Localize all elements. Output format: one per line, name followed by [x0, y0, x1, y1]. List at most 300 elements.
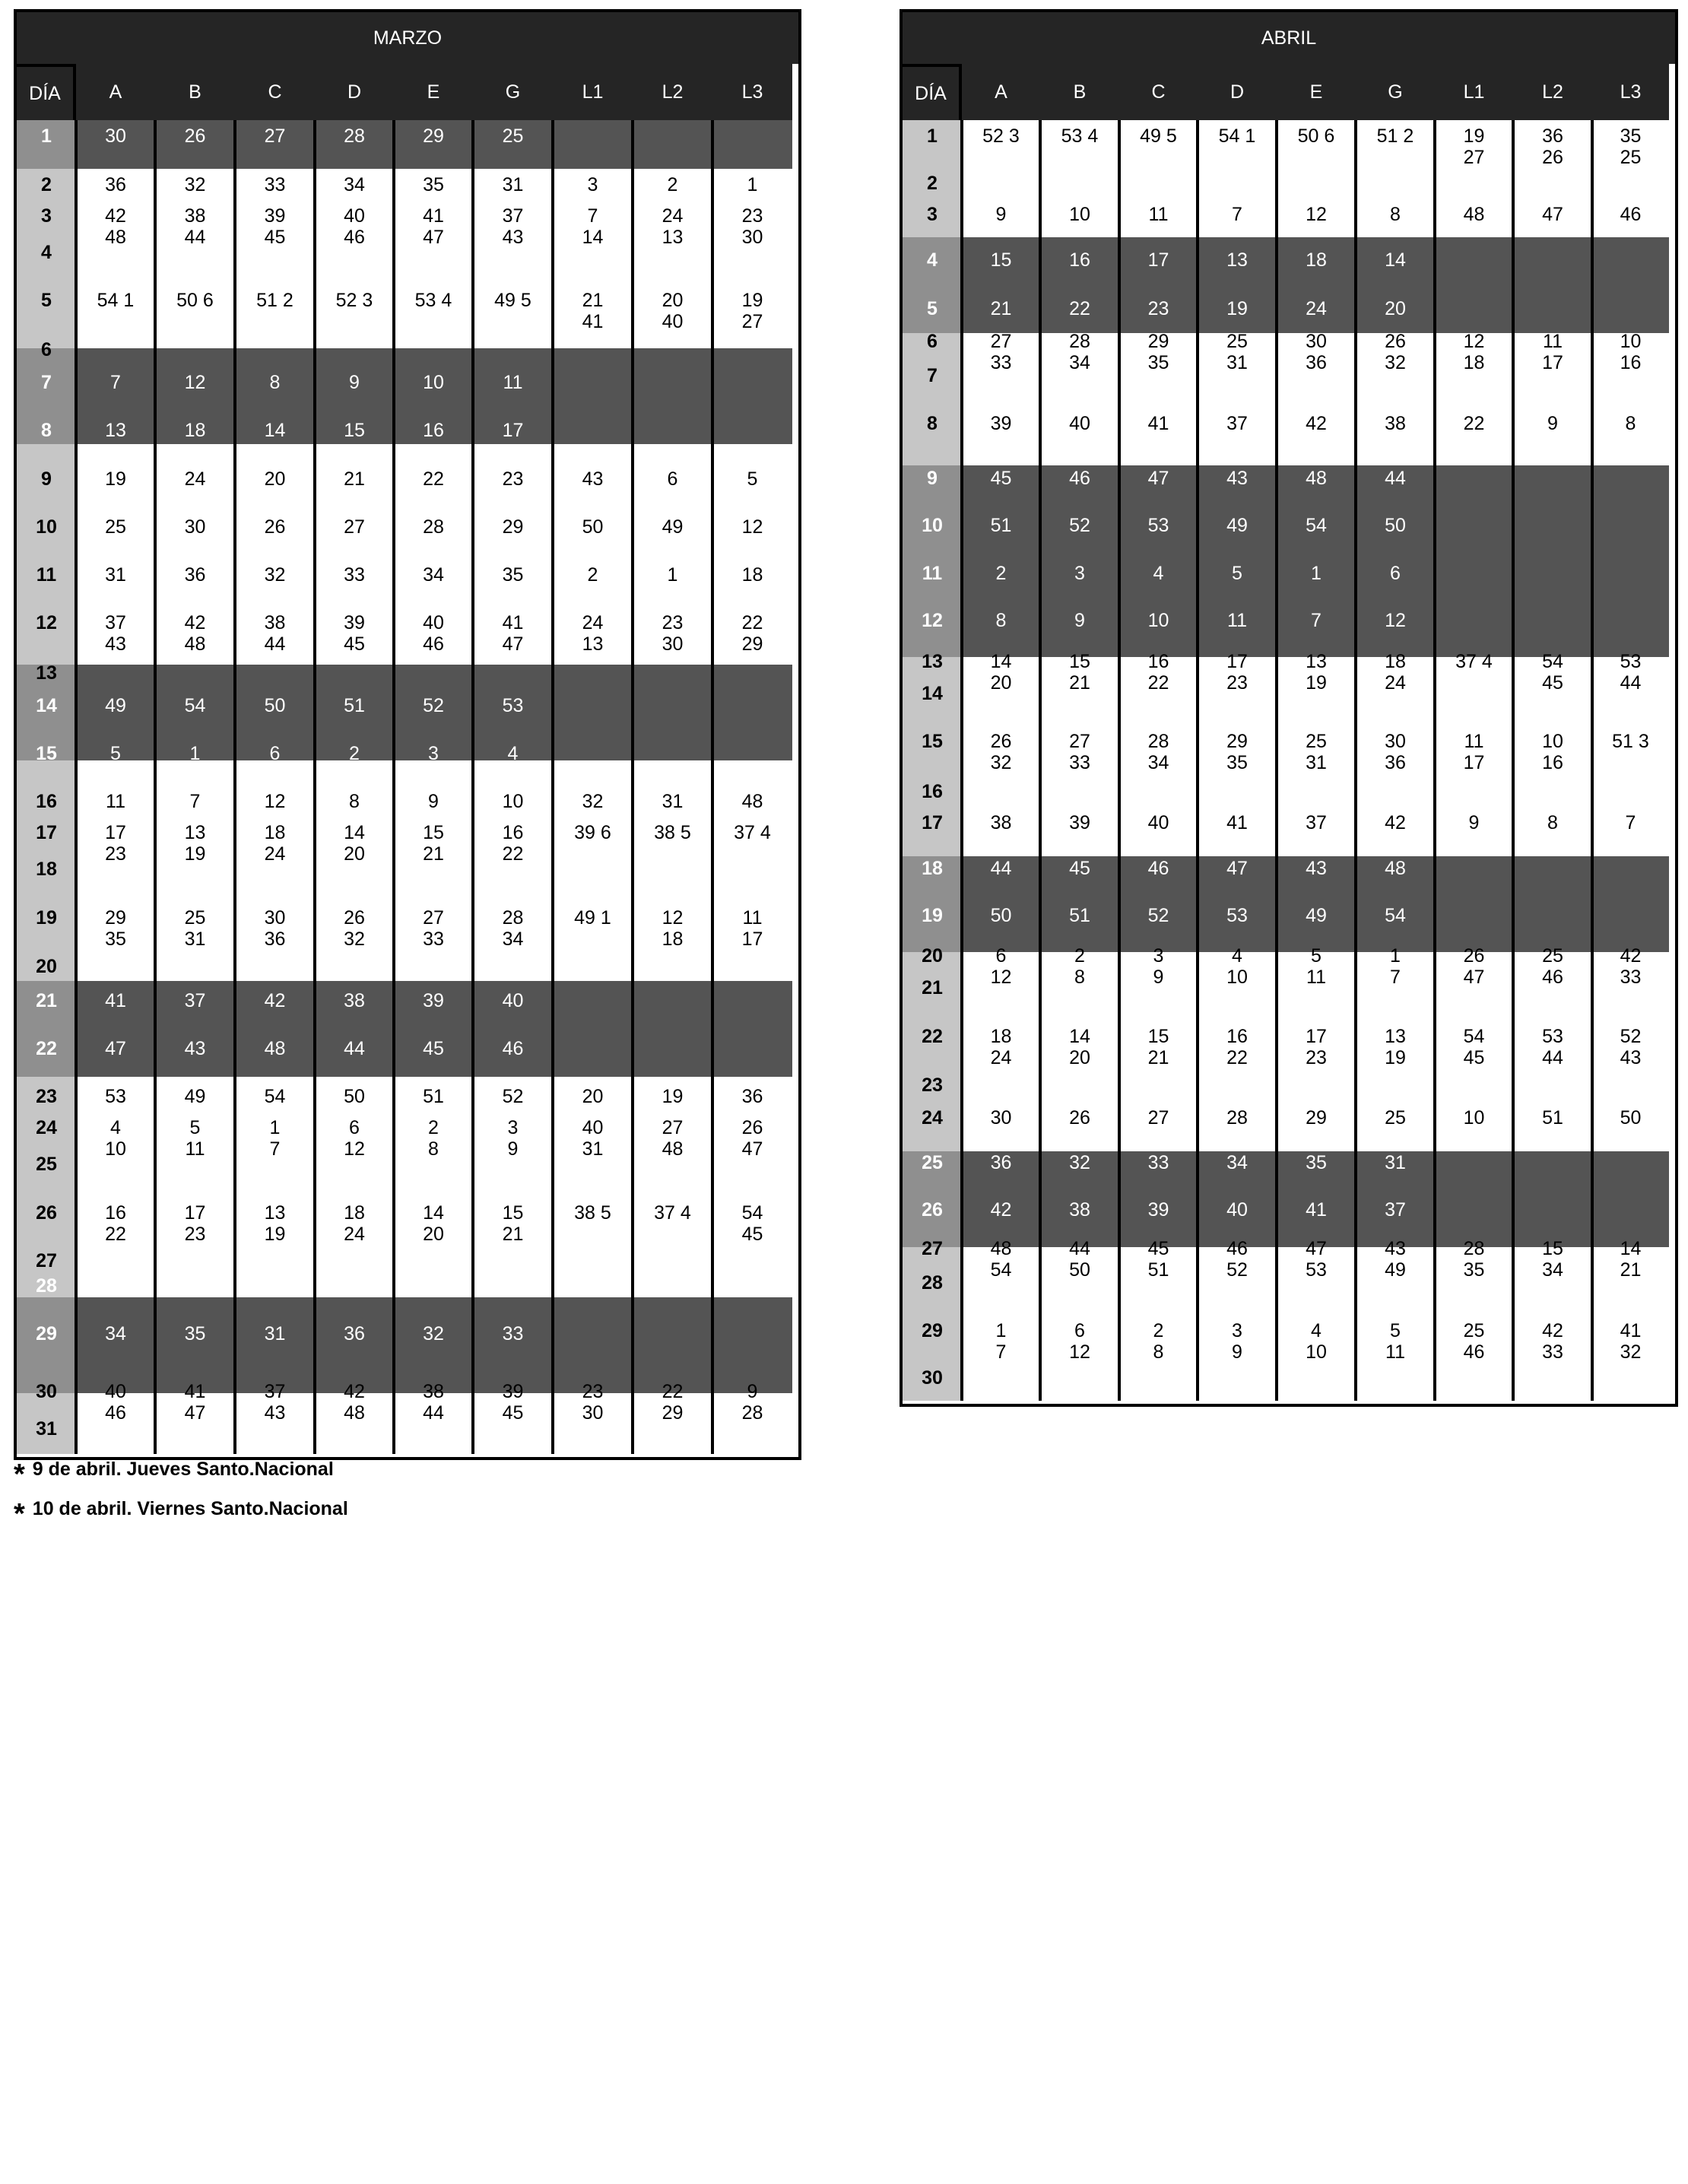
schedule-cell: 36 — [105, 174, 126, 195]
day-number: 8 — [927, 413, 938, 434]
schedule-cell: 14 20 — [1069, 1026, 1090, 1068]
holiday-cell: 13 — [105, 420, 126, 441]
schedule-cell: 29 — [1306, 1107, 1327, 1129]
day-number: 5 — [41, 290, 52, 311]
holiday-cell: 37 — [184, 990, 206, 1011]
schedule-cell: 3 9 — [507, 1117, 519, 1160]
schedule-cell: 2 — [587, 564, 598, 586]
day-number: 11 — [922, 563, 943, 584]
day-number: 4 — [927, 249, 938, 271]
column-divider — [233, 120, 236, 1454]
column-header-l1: L1 — [553, 64, 633, 120]
day-number: 5 — [927, 298, 938, 319]
schedule-cell: 18 24 — [344, 1202, 365, 1245]
day-number: 27 — [922, 1238, 943, 1259]
schedule-cell: 26 — [264, 516, 286, 538]
schedule-cell: 5 11 — [1306, 945, 1326, 988]
schedule-cell: 1 — [667, 564, 678, 586]
day-number: 3 — [41, 205, 52, 227]
holiday-cell: 48 — [1306, 468, 1327, 489]
holiday-band — [17, 1297, 792, 1393]
schedule-cell: 42 — [1385, 812, 1406, 833]
holiday-cell: 52 — [1147, 905, 1169, 926]
holiday-cell: 48 — [1385, 858, 1406, 879]
holiday-cell: 46 — [1147, 858, 1169, 879]
holiday-cell: 2 — [349, 743, 360, 764]
month-title: MARZO — [17, 12, 798, 64]
schedule-cell: 21 — [344, 468, 365, 490]
schedule-cell: 16 22 — [1226, 1026, 1248, 1068]
schedule-cell: 42 33 — [1620, 945, 1642, 988]
holiday-note-text: 9 de abril. Jueves Santo.Nacional — [32, 1459, 334, 1480]
schedule-cell: 36 — [741, 1086, 763, 1107]
schedule-cell: 28 — [344, 125, 365, 147]
day-number: 7 — [41, 372, 52, 393]
schedule-cell: 26 47 — [741, 1117, 763, 1160]
schedule-cell: 34 — [423, 564, 444, 586]
holiday-cell: 32 — [423, 1323, 444, 1344]
schedule-cell: 50 — [582, 516, 604, 538]
holiday-cell: 33 — [502, 1323, 524, 1344]
schedule-cell: 8 — [1390, 204, 1401, 225]
holiday-cell: 33 — [1147, 1152, 1169, 1173]
holiday-cell: 8 — [995, 610, 1007, 631]
day-number: 6 — [927, 331, 938, 352]
holiday-cell: 16 — [423, 420, 444, 441]
asterisk-icon: * — [14, 1498, 25, 1530]
column-header-d: D — [315, 64, 394, 120]
schedule-cell: 24 13 — [662, 205, 684, 248]
schedule-cell: 16 22 — [502, 822, 524, 865]
schedule-cell: 15 21 — [502, 1202, 524, 1245]
schedule-cell: 23 30 — [662, 612, 684, 655]
day-number: 12 — [922, 610, 943, 631]
schedule-cell: 53 44 — [1620, 651, 1642, 694]
schedule-cell: 15 21 — [1147, 1026, 1169, 1068]
schedule-cell: 50 6 — [176, 290, 214, 311]
schedule-cell: 14 20 — [990, 651, 1012, 694]
holiday-cell: 1 — [1311, 563, 1322, 584]
schedule-cell: 39 45 — [264, 205, 286, 248]
schedule-cell: 22 — [423, 468, 444, 490]
schedule-cell: 36 26 — [1542, 125, 1563, 168]
schedule-cell: 54 — [264, 1086, 286, 1107]
schedule-cell: 39 6 — [574, 822, 611, 843]
schedule-cell: 3 9 — [1232, 1320, 1242, 1363]
schedule-cell: 40 — [1147, 812, 1169, 833]
schedule-cell: 37 4 — [654, 1202, 691, 1224]
day-number: 17 — [36, 822, 57, 843]
schedule-cell: 11 17 — [1542, 331, 1563, 373]
holiday-cell: 20 — [1385, 298, 1406, 319]
holiday-cell: 22 — [1069, 298, 1090, 319]
schedule-cell: 39 — [1069, 812, 1090, 833]
holiday-cell: 35 — [1306, 1152, 1327, 1173]
holiday-cell: 5 — [1232, 563, 1242, 584]
schedule-cell: 33 — [344, 564, 365, 586]
holiday-cell: 19 — [1226, 298, 1248, 319]
day-number: 9 — [41, 468, 52, 490]
holiday-cell: 53 — [1226, 905, 1248, 926]
holiday-cell: 44 — [990, 858, 1012, 879]
holiday-cell: 46 — [502, 1038, 524, 1059]
holiday-cell: 17 — [1147, 249, 1169, 271]
holiday-cell: 49 — [105, 695, 126, 716]
day-number: 1 — [927, 125, 938, 147]
day-number: 29 — [36, 1323, 57, 1344]
column-divider — [313, 120, 316, 1454]
schedule-cell: 28 35 — [1463, 1238, 1485, 1281]
column-header-e: E — [1277, 64, 1356, 120]
holiday-cell: 15 — [990, 249, 1012, 271]
holiday-note-text: 10 de abril. Viernes Santo.Nacional — [32, 1498, 348, 1519]
schedule-cell: 47 53 — [1306, 1238, 1327, 1281]
holiday-cell: 45 — [990, 468, 1012, 489]
day-number: 28 — [36, 1275, 57, 1297]
column-header-l1: L1 — [1435, 64, 1513, 120]
holiday-cell: 2 — [995, 563, 1007, 584]
schedule-cell: 18 24 — [990, 1026, 1012, 1068]
holiday-cell: 6 — [1390, 563, 1401, 584]
schedule-cell: 22 29 — [741, 612, 763, 655]
holiday-cell: 54 — [1385, 905, 1406, 926]
schedule-cell: 1 7 — [995, 1320, 1007, 1363]
schedule-cell: 43 — [582, 468, 604, 490]
day-number: 10 — [922, 515, 943, 536]
schedule-cell: 30 36 — [1306, 331, 1327, 373]
schedule-cell: 27 33 — [1069, 731, 1090, 773]
schedule-cell: 6 12 — [1069, 1320, 1090, 1363]
schedule-cell: 49 5 — [494, 290, 531, 311]
day-number: 10 — [36, 516, 57, 538]
schedule-cell: 37 43 — [264, 1381, 286, 1424]
schedule-cell: 4 10 — [1226, 945, 1248, 988]
month-title: ABRIL — [903, 12, 1675, 64]
schedule-cell: 42 48 — [184, 612, 206, 655]
schedule-cell: 29 35 — [105, 907, 126, 950]
schedule-cell: 49 5 — [1140, 125, 1177, 147]
day-number: 16 — [922, 781, 943, 802]
schedule-cell: 40 46 — [344, 205, 365, 248]
holiday-cell: 47 — [105, 1038, 126, 1059]
schedule-cell: 8 — [1547, 812, 1558, 833]
day-number: 26 — [36, 1202, 57, 1224]
holiday-cell: 9 — [1074, 610, 1085, 631]
holiday-cell: 50 — [264, 695, 286, 716]
schedule-cell: 30 36 — [1385, 731, 1406, 773]
day-number: 3 — [927, 204, 938, 225]
schedule-cell: 18 — [741, 564, 763, 586]
schedule-cell: 53 4 — [1061, 125, 1099, 147]
schedule-cell: 33 — [264, 174, 286, 195]
schedule-cell: 53 — [105, 1086, 126, 1107]
schedule-cell: 10 16 — [1542, 731, 1563, 773]
march-schedule-table — [14, 9, 801, 1460]
schedule-cell: 26 32 — [990, 731, 1012, 773]
schedule-cell: 2 8 — [1153, 1320, 1164, 1363]
schedule-cell: 9 — [995, 204, 1007, 225]
schedule-cell: 14 20 — [423, 1202, 444, 1245]
schedule-cell: 42 48 — [344, 1381, 365, 1424]
holiday-cell: 47 — [1147, 468, 1169, 489]
column-header-b: B — [1040, 64, 1119, 120]
day-number: 4 — [41, 242, 52, 263]
schedule-cell: 24 13 — [582, 612, 604, 655]
schedule-cell: 6 12 — [344, 1117, 365, 1160]
schedule-cell: 19 — [662, 1086, 684, 1107]
holiday-cell: 49 — [1306, 905, 1327, 926]
column-divider — [471, 120, 474, 1454]
day-number: 23 — [36, 1086, 57, 1107]
schedule-cell: 27 48 — [662, 1117, 684, 1160]
holiday-cell: 38 — [344, 990, 365, 1011]
holiday-cell: 32 — [1069, 1152, 1090, 1173]
schedule-cell: 46 — [1620, 204, 1642, 225]
day-number: 29 — [922, 1320, 943, 1341]
day-number: 17 — [922, 812, 943, 833]
day-number: 14 — [36, 695, 57, 716]
schedule-cell: 4 10 — [1306, 1320, 1327, 1363]
schedule-cell: 13 19 — [184, 822, 206, 865]
holiday-cell: 44 — [1385, 468, 1406, 489]
schedule-cell: 14 21 — [1620, 1238, 1642, 1281]
schedule-cell: 40 46 — [423, 612, 444, 655]
holiday-cell: 42 — [264, 990, 286, 1011]
holiday-cell: 38 — [1069, 1199, 1090, 1221]
april-schedule-table — [900, 9, 1678, 1407]
holiday-note — [14, 1459, 334, 1491]
holiday-cell: 51 — [344, 695, 365, 716]
workday-band — [17, 1077, 792, 1297]
schedule-cell: 52 3 — [982, 125, 1020, 147]
schedule-cell: 40 — [1069, 413, 1090, 434]
schedule-cell: 9 — [1468, 812, 1480, 833]
schedule-cell: 19 27 — [1463, 125, 1485, 168]
holiday-cell: 18 — [184, 420, 206, 441]
schedule-cell: 39 45 — [502, 1381, 524, 1424]
schedule-cell: 4 10 — [105, 1117, 126, 1160]
schedule-cell: 12 — [1306, 204, 1327, 225]
schedule-cell: 20 40 — [662, 290, 684, 332]
schedule-cell: 27 — [344, 516, 365, 538]
schedule-cell: 26 — [1069, 1107, 1090, 1129]
holiday-cell: 45 — [423, 1038, 444, 1059]
day-number: 11 — [36, 564, 57, 586]
holiday-cell: 12 — [1385, 610, 1406, 631]
schedule-cell: 35 25 — [1620, 125, 1642, 168]
column-header-e: E — [394, 64, 473, 120]
column-header-l2: L2 — [633, 64, 712, 120]
schedule-cell: 18 24 — [1385, 651, 1406, 694]
schedule-cell: 24 — [184, 468, 206, 490]
schedule-cell: 7 — [1232, 204, 1242, 225]
schedule-cell: 38 — [990, 812, 1012, 833]
day-number: 28 — [922, 1272, 943, 1294]
schedule-cell: 5 — [747, 468, 758, 490]
schedule-cell: 48 — [741, 791, 763, 812]
schedule-cell: 51 — [423, 1086, 444, 1107]
day-number: 2 — [927, 173, 938, 194]
column-header-l3: L3 — [1592, 64, 1669, 120]
schedule-cell: 47 — [1542, 204, 1563, 225]
holiday-cell: 13 — [1226, 249, 1248, 271]
holiday-note — [14, 1498, 348, 1531]
holiday-cell: 53 — [502, 695, 524, 716]
day-number: 24 — [36, 1117, 57, 1138]
schedule-cell: 31 — [502, 174, 524, 195]
schedule-cell: 35 — [502, 564, 524, 586]
holiday-cell: 12 — [184, 372, 206, 393]
schedule-cell: 37 43 — [502, 205, 524, 248]
holiday-cell: 4 — [507, 743, 519, 764]
schedule-cell: 30 36 — [264, 907, 286, 950]
day-number: 18 — [36, 859, 57, 880]
schedule-cell: 28 34 — [1069, 331, 1090, 373]
schedule-cell: 39 45 — [344, 612, 365, 655]
schedule-cell: 51 2 — [1376, 125, 1414, 147]
column-header-l3: L3 — [712, 64, 792, 120]
schedule-cell: 37 4 — [734, 822, 771, 843]
schedule-cell: 30 — [105, 125, 126, 147]
day-number: 19 — [922, 905, 943, 926]
schedule-cell: 50 — [344, 1086, 365, 1107]
schedule-cell: 36 — [184, 564, 206, 586]
holiday-cell: 1 — [189, 743, 201, 764]
schedule-cell: 29 35 — [1226, 731, 1248, 773]
day-number: 13 — [36, 662, 57, 684]
day-number: 9 — [927, 468, 938, 489]
day-number: 31 — [36, 1418, 57, 1440]
holiday-cell: 52 — [1069, 515, 1090, 536]
holiday-cell: 37 — [1385, 1199, 1406, 1221]
schedule-cell: 53 4 — [414, 290, 452, 311]
schedule-cell: 25 31 — [184, 907, 206, 950]
schedule-cell: 11 17 — [1463, 731, 1485, 773]
schedule-cell: 49 1 — [574, 907, 611, 929]
schedule-cell: 12 18 — [662, 907, 684, 950]
schedule-cell: 48 54 — [990, 1238, 1012, 1281]
day-number: 13 — [922, 651, 943, 672]
holiday-cell: 9 — [349, 372, 360, 393]
schedule-cell: 41 — [1147, 413, 1169, 434]
schedule-cell: 42 33 — [1542, 1320, 1563, 1363]
schedule-cell: 54 1 — [1218, 125, 1256, 147]
holiday-cell: 3 — [428, 743, 439, 764]
day-number: 15 — [36, 743, 57, 764]
schedule-cell: 54 1 — [97, 290, 135, 311]
day-number: 2 — [41, 174, 52, 195]
holiday-cell: 6 — [269, 743, 281, 764]
schedule-cell: 26 32 — [1385, 331, 1406, 373]
holiday-cell: 25 — [264, 1275, 286, 1297]
schedule-cell: 27 — [1147, 1107, 1169, 1129]
schedule-cell: 1 7 — [1390, 945, 1401, 988]
schedule-cell: 35 — [423, 174, 444, 195]
column-header-l2: L2 — [1513, 64, 1592, 120]
day-number: 14 — [922, 683, 943, 704]
holiday-cell: 34 — [105, 1323, 126, 1344]
day-number: 15 — [922, 731, 943, 752]
schedule-cell: 6 12 — [990, 945, 1012, 988]
schedule-cell: 50 6 — [1297, 125, 1335, 147]
schedule-cell: 40 31 — [582, 1117, 604, 1160]
holiday-cell: 7 — [1311, 610, 1322, 631]
schedule-cell: 13 19 — [264, 1202, 286, 1245]
schedule-cell: 30 — [184, 516, 206, 538]
schedule-cell: 44 50 — [1069, 1238, 1090, 1281]
day-number: 30 — [36, 1381, 57, 1402]
schedule-cell: 51 2 — [256, 290, 293, 311]
holiday-cell: 10 — [423, 372, 444, 393]
schedule-cell: 26 47 — [1463, 945, 1485, 988]
schedule-cell: 12 — [741, 516, 763, 538]
schedule-cell: 13 19 — [1385, 1026, 1406, 1068]
schedule-cell: 41 47 — [184, 1381, 206, 1424]
column-header-g: G — [473, 64, 553, 120]
holiday-cell: 52 — [423, 695, 444, 716]
schedule-cell: 16 22 — [1147, 651, 1169, 694]
schedule-cell: 42 48 — [105, 205, 126, 248]
holiday-cell: 44 — [344, 1038, 365, 1059]
holiday-cell: 48 — [264, 1038, 286, 1059]
schedule-cell: 28 34 — [1147, 731, 1169, 773]
schedule-cell: 14 20 — [344, 822, 365, 865]
holiday-cell: 39 — [423, 990, 444, 1011]
holiday-cell: 14 — [264, 420, 286, 441]
day-number: 23 — [922, 1075, 943, 1096]
schedule-cell: 1 — [747, 174, 758, 195]
schedule-cell: 17 23 — [184, 1202, 206, 1245]
schedule-cell: 42 — [1306, 413, 1327, 434]
schedule-cell: 54 45 — [741, 1202, 763, 1245]
schedule-cell: 23 30 — [582, 1381, 604, 1424]
schedule-cell: 43 49 — [1385, 1238, 1406, 1281]
holiday-cell: 43 — [1306, 858, 1327, 879]
schedule-cell: 48 — [1463, 204, 1485, 225]
holiday-cell: 40 — [1226, 1199, 1248, 1221]
holiday-cell: 54 — [1306, 515, 1327, 536]
schedule-cell: 49 — [662, 516, 684, 538]
schedule-cell: 22 29 — [662, 1381, 684, 1424]
schedule-cell: 38 5 — [654, 822, 691, 843]
day-number: 25 — [36, 1154, 57, 1175]
day-number: 19 — [36, 907, 57, 929]
column-header-a: A — [76, 64, 155, 120]
schedule-cell: 27 33 — [423, 907, 444, 950]
schedule-cell: 18 24 — [264, 822, 286, 865]
day-number: 1 — [41, 125, 52, 147]
schedule-cell: 2 8 — [1074, 945, 1085, 988]
schedule-cell: 37 4 — [1455, 651, 1493, 672]
schedule-cell: 9 — [428, 791, 439, 812]
schedule-cell: 2 — [667, 174, 678, 195]
schedule-cell: 38 5 — [574, 1202, 611, 1224]
schedule-cell: 27 — [264, 125, 286, 147]
holiday-cell: 31 — [264, 1323, 286, 1344]
schedule-cell: 11 17 — [741, 907, 763, 950]
schedule-cell: 34 — [344, 174, 365, 195]
schedule-cell: 8 — [1625, 413, 1636, 434]
holiday-cell: 17 — [502, 420, 524, 441]
holiday-cell: 49 — [1226, 515, 1248, 536]
column-header-d: D — [1198, 64, 1277, 120]
schedule-cell: 30 — [990, 1107, 1012, 1129]
schedule-cell: 28 — [423, 516, 444, 538]
schedule-cell: 2 8 — [428, 1117, 439, 1160]
schedule-cell: 25 31 — [1226, 331, 1248, 373]
schedule-cell: 22 — [1463, 413, 1485, 434]
holiday-cell: 45 — [1069, 858, 1090, 879]
